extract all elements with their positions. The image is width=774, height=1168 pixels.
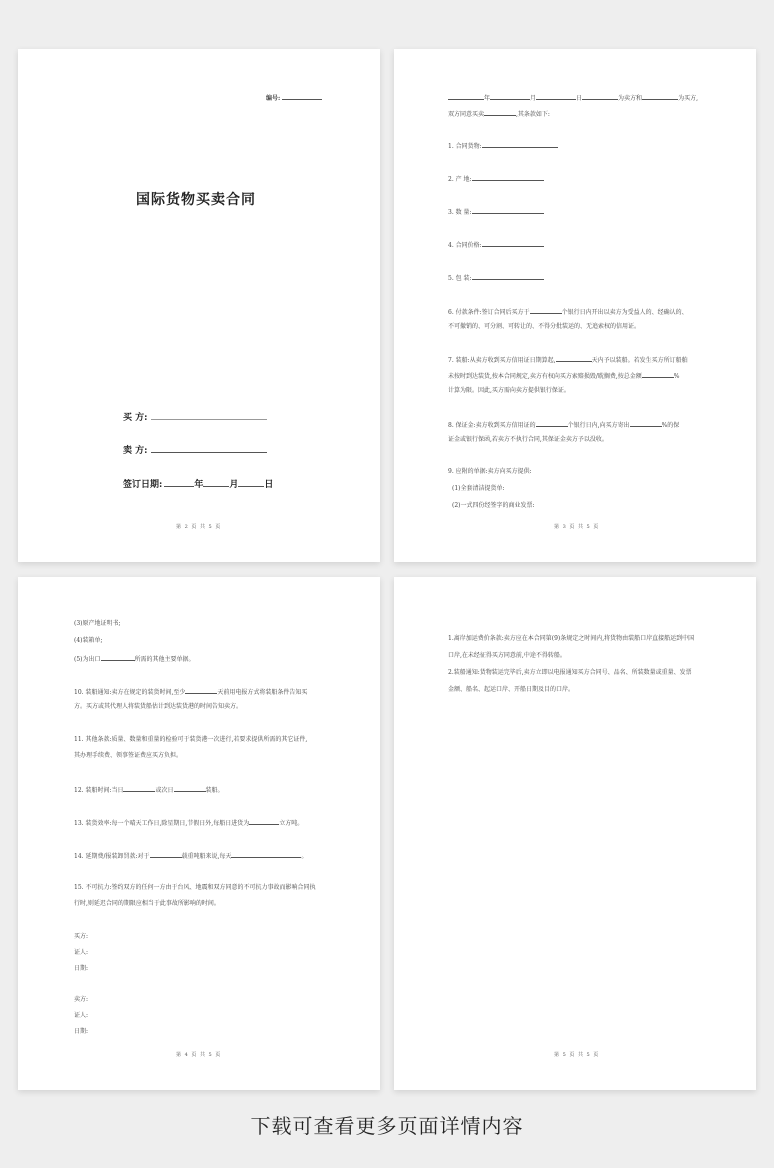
item-6-payment-cont: 不可撤销的、可分割、可转让的、不得分批装运的、无追索权的信用证。 <box>448 323 641 330</box>
seller-blank <box>151 443 267 453</box>
doc-4: (4)装箱单; <box>74 637 103 644</box>
sign-buyer: 买方: <box>74 933 89 940</box>
document-page-2 <box>18 49 380 562</box>
clause-1-cont: 口岸,在未经征得买方同意前,中途不得转船。 <box>448 652 566 659</box>
sign-date-1: 日期: <box>74 965 89 972</box>
intro-line-2: 双方同意买卖 ,其条款如下: <box>448 111 550 118</box>
item-10: 10. 装船通知:卖方在规定的装货时间,至少 天前用电报方式将装船条件告知买 <box>74 689 308 696</box>
item-7-shipment-end: 计算为限。因此,买方需向卖方提供银行保证。 <box>448 387 570 394</box>
item-7-shipment: 7. 装船:从卖方收到买方信用证日期算起, 天内予以装船。若发生买方所订船舶 <box>448 357 688 364</box>
contract-number-label: 编号: <box>266 95 281 102</box>
clause-2: 2.装船通知:货物装运完毕后,卖方立即以电报通知买方合同号、品名、所装数量或重量、发票 <box>448 669 692 676</box>
seller-label: 卖 方: <box>123 446 148 456</box>
sign-witness-1: 证人: <box>74 949 89 956</box>
sign-witness-2: 证人: <box>74 1012 89 1019</box>
year-label: 年 <box>194 480 204 490</box>
item-9-doc-1: (1)全套清洁提货单: <box>452 485 505 492</box>
item-14: 14. 延期费/报装卸罚款:对于 载重吨船来说,每天 。 <box>74 853 308 860</box>
item-4-price: 4. 合同价格: <box>448 240 544 250</box>
item-12: 12. 装船时间:当日 或次日 装船。 <box>74 787 224 794</box>
seller-signature-line <box>123 443 267 456</box>
item-1-goods: 1. 合同货物: <box>448 141 558 151</box>
signing-date-line <box>123 477 273 490</box>
month-blank <box>203 477 229 487</box>
doc-5: (5)为出口 所需的其他主要单据。 <box>74 656 195 663</box>
item-13: 13. 装货效率:每一个晴天工作日,除星期日,节假日外,每船日进货为 立方吨。 <box>74 820 304 827</box>
item-11-cont: 其办理手续费、领事签证费应买方负担。 <box>74 752 183 759</box>
item-9-doc-2: (2)一式四份经签字的商业发票: <box>452 502 535 509</box>
contract-number-blank <box>282 93 322 100</box>
item-15-cont: 行时,则延迟合同的期限应相当于此事故所影响的时间。 <box>74 900 220 907</box>
intro-line-1: 年 月 日 为卖方和 为买方, <box>448 93 698 103</box>
download-caption: 下载可查看更多页面详情内容 <box>250 1114 524 1138</box>
sign-date-2: 日期: <box>74 1028 89 1035</box>
document-title: 国际货物买卖合同 <box>136 192 256 208</box>
sign-seller: 卖方: <box>74 996 89 1003</box>
doc-3: (3)原产地证明书; <box>74 620 121 627</box>
signing-date-label: 签订日期: <box>123 480 163 490</box>
buyer-blank <box>151 410 267 420</box>
item-3-quantity: 3. 数 量: <box>448 207 544 217</box>
year-blank <box>164 477 194 487</box>
item-11: 11. 其他条款:质量、数量和重量的检验可于装货港一次进行,若要求提供所需的其它证件, <box>74 736 308 743</box>
item-10-cont: 方。买方或其代理人将装货船估计到达装货港的时间告知卖方。 <box>74 703 243 710</box>
page-footer: 第 4 页 共 5 页 <box>176 1052 222 1058</box>
item-8-deposit: 8. 保证金:卖方收到买方信用证的 个银行日内,向买方寄出 %的保 <box>448 422 680 429</box>
item-7-shipment-cont: 未按时到达装货,按本合同规定,卖方有权向买方索赔损毁/耽搁费,按总金额 % <box>448 373 680 380</box>
buyer-signature-line <box>123 410 267 423</box>
document-page-3 <box>394 49 756 562</box>
item-9-documents: 9. 应附的单据:卖方向买方提供: <box>448 468 532 475</box>
day-blank <box>238 477 264 487</box>
item-2-origin: 2. 产 地: <box>448 174 544 184</box>
day-label: 日 <box>264 480 274 490</box>
document-page-5 <box>394 577 756 1090</box>
page-footer: 第 2 页 共 5 页 <box>176 524 222 530</box>
item-15: 15. 不可抗力:签约双方的任何一方由于台风、地震和双方同意的不可抗力事故而影响合同执 <box>74 884 316 891</box>
contract-number <box>266 93 322 103</box>
month-label: 月 <box>229 480 239 490</box>
item-5-packing: 5. 包 装: <box>448 273 544 283</box>
page-footer: 第 3 页 共 5 页 <box>554 524 600 530</box>
buyer-label: 买 方: <box>123 413 148 423</box>
clause-1: 1.离岸加运费价条款:卖方应在本合同第(9)条规定之时间内,将货物由装船口岸直接船运到中国 <box>448 635 695 642</box>
page-footer: 第 5 页 共 5 页 <box>554 1052 600 1058</box>
item-8-deposit-cont: 证金或银行保函,若卖方不执行合同,其保证金卖方予以没收。 <box>448 436 608 443</box>
clause-2-cont: 金额、船名、起运口岸、开船日期及目的口岸。 <box>448 686 575 693</box>
document-page-4 <box>18 577 380 1090</box>
item-6-payment: 6. 付款条件:签订合同后买方于 个银行日内开出以卖方为受益人的、经确认的、 <box>448 309 688 316</box>
